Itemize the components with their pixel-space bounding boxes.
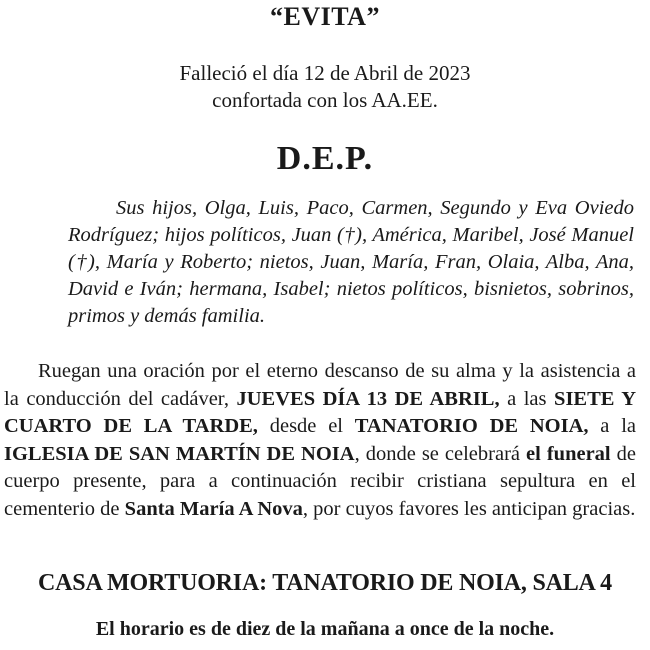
- prayer-text: Ruegan una oración por el eterno descanso de su alma y la asistencia a la conducción del cadáver,: [4, 360, 636, 410]
- prayer-text: desde el: [257, 415, 355, 437]
- prayer-text: de cuerpo presente, para a continuación recibir cristiana sepultura en el cementerio de: [4, 442, 636, 520]
- opening-hours-note: El horario es de diez de la mañana a once de la noche.: [95, 618, 555, 640]
- rip-heading: D.E.P.: [276, 140, 374, 177]
- prayer-text: a la: [588, 415, 636, 437]
- departure-place: TANATORIO DE NOIA,: [354, 415, 589, 437]
- funeral-mention: el funeral: [526, 442, 611, 465]
- funeral-time: SIETE Y CUARTO DE LA TARDE,: [4, 387, 637, 437]
- funeral-announcement: [4, 358, 636, 523]
- prayer-text: , donde se celebrará: [354, 442, 527, 465]
- cemetery-name: Santa María A Nova: [124, 497, 303, 520]
- funeral-date: JUEVES DÍA 13 DE ABRIL,: [236, 387, 500, 410]
- prayer-text: a las: [499, 387, 555, 410]
- funeral-home-heading: CASA MORTUORIA: TANATORIO DE NOIA, SALA 4: [38, 570, 612, 596]
- death-notice: [0, 60, 650, 114]
- deceased-nickname: “EVITA”: [270, 2, 380, 31]
- sacraments-line: confortada con los AA.EE.: [212, 88, 438, 112]
- prayer-text: , por cuyos favores les anticipan gracias.: [302, 497, 636, 520]
- death-date-line: Falleció el día 12 de Abril de 2023: [179, 61, 471, 85]
- family-list: Sus hijos, Olga, Luis, Paco, Carmen, Segundo y Eva Oviedo Rodríguez; hijos políticos, Juan (†), América, Maribel, José Manuel (†), María y Roberto; nietos, Juan, María, Fran, Olaia, Alba, Ana, David e Iván; hermana, Isabel; nietos políticos, bisnietos, sobrinos, primos y demás familia.: [68, 197, 634, 327]
- church-name: IGLESIA DE SAN MARTÍN DE NOIA: [4, 442, 355, 465]
